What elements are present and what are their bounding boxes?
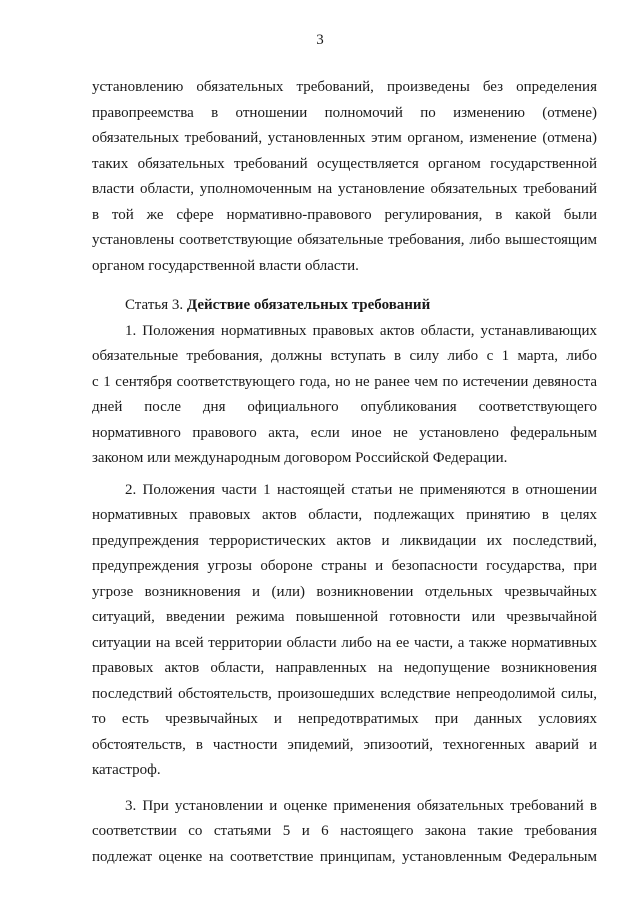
text-line: правопреемства в отношении полномочий по изменению (отмене) — [92, 104, 597, 121]
text-line: дней после дня официального опубликования соответствующего — [92, 399, 597, 415]
text-line: соответствии со статьями 5 и 6 настоящего закона такие требования — [92, 823, 597, 839]
article-title: Действие обязательных требований — [186, 297, 431, 313]
text-line: катастроф. — [92, 762, 161, 778]
text-line: ситуаций, введении режима повышенной готовности или чрезвычайной — [92, 609, 597, 625]
article-prefix: Статья 3. — [125, 297, 187, 313]
intro-paragraph — [92, 75, 597, 279]
paragraph-1 — [92, 319, 597, 472]
text-line: нормативных правовых актов области, подлежащих принятию в целях — [92, 507, 597, 523]
text-line: обязательные требования, должны вступать в силу либо с 1 марта, либо — [92, 348, 597, 364]
text-line: 3. При установлении и оценке применения обязательных требований в — [125, 797, 597, 814]
text-line: последствий обстоятельств, произошедших вследствие непреодолимой силы, — [92, 685, 597, 702]
text-line: предупреждения угрозы обороне страны и безопасности государства, при — [92, 558, 597, 574]
document-body — [92, 75, 597, 870]
text-line: власти области, уполномоченным на установление обязательных требований — [92, 181, 597, 197]
text-line: 2. Положения части 1 настоящей статьи не применяются в отношении — [125, 481, 597, 498]
paragraph-3 — [92, 794, 597, 871]
text-line: установлены соответствующие обязательные требования, либо вышестоящим — [92, 232, 597, 248]
text-line: угрозе возникновения и (или) возникновении отдельных чрезвычайных — [92, 583, 597, 600]
text-line: с 1 сентября соответствующего года, но не ранее чем по истечении девяноста — [92, 373, 597, 390]
text-line: органом государственной власти области. — [92, 257, 359, 274]
text-line: ситуации на всей территории области либо на ее части, а также нормативных — [92, 634, 597, 651]
page-number: 3 — [316, 32, 324, 48]
article-heading — [92, 293, 597, 319]
text-line: таких обязательных требований осуществляется органом государственной — [92, 155, 597, 172]
text-line: законом или международным договором Российской Федерации. — [92, 450, 508, 466]
text-line: в той же сфере нормативно-правового регулирования, в какой были — [92, 206, 597, 223]
text-line: правовых актов области, направленных на недопущение возникновения — [92, 660, 597, 676]
text-line: обстоятельств, в частности эпидемий, эпизоотий, техногенных аварий и — [92, 736, 597, 753]
text-line: нормативного правового акта, если иное не установлено федеральным — [92, 424, 597, 441]
text-line: 1. Положения нормативных правовых актов области, устанавливающих — [125, 322, 597, 339]
text-line: обязательных требований, установленных этим органом, изменение (отмена) — [92, 130, 597, 146]
text-line: предупреждения террористических актов и ликвидации их последствий, — [92, 532, 597, 549]
text-line: подлежат оценке на соответствие принципам, установленным Федеральным — [92, 848, 597, 865]
paragraph-2 — [92, 478, 597, 784]
text-line: установлению обязательных требований, произведены без определения — [92, 79, 597, 95]
text-line: то есть чрезвычайных и непредотвратимых при данных условиях — [92, 711, 597, 727]
